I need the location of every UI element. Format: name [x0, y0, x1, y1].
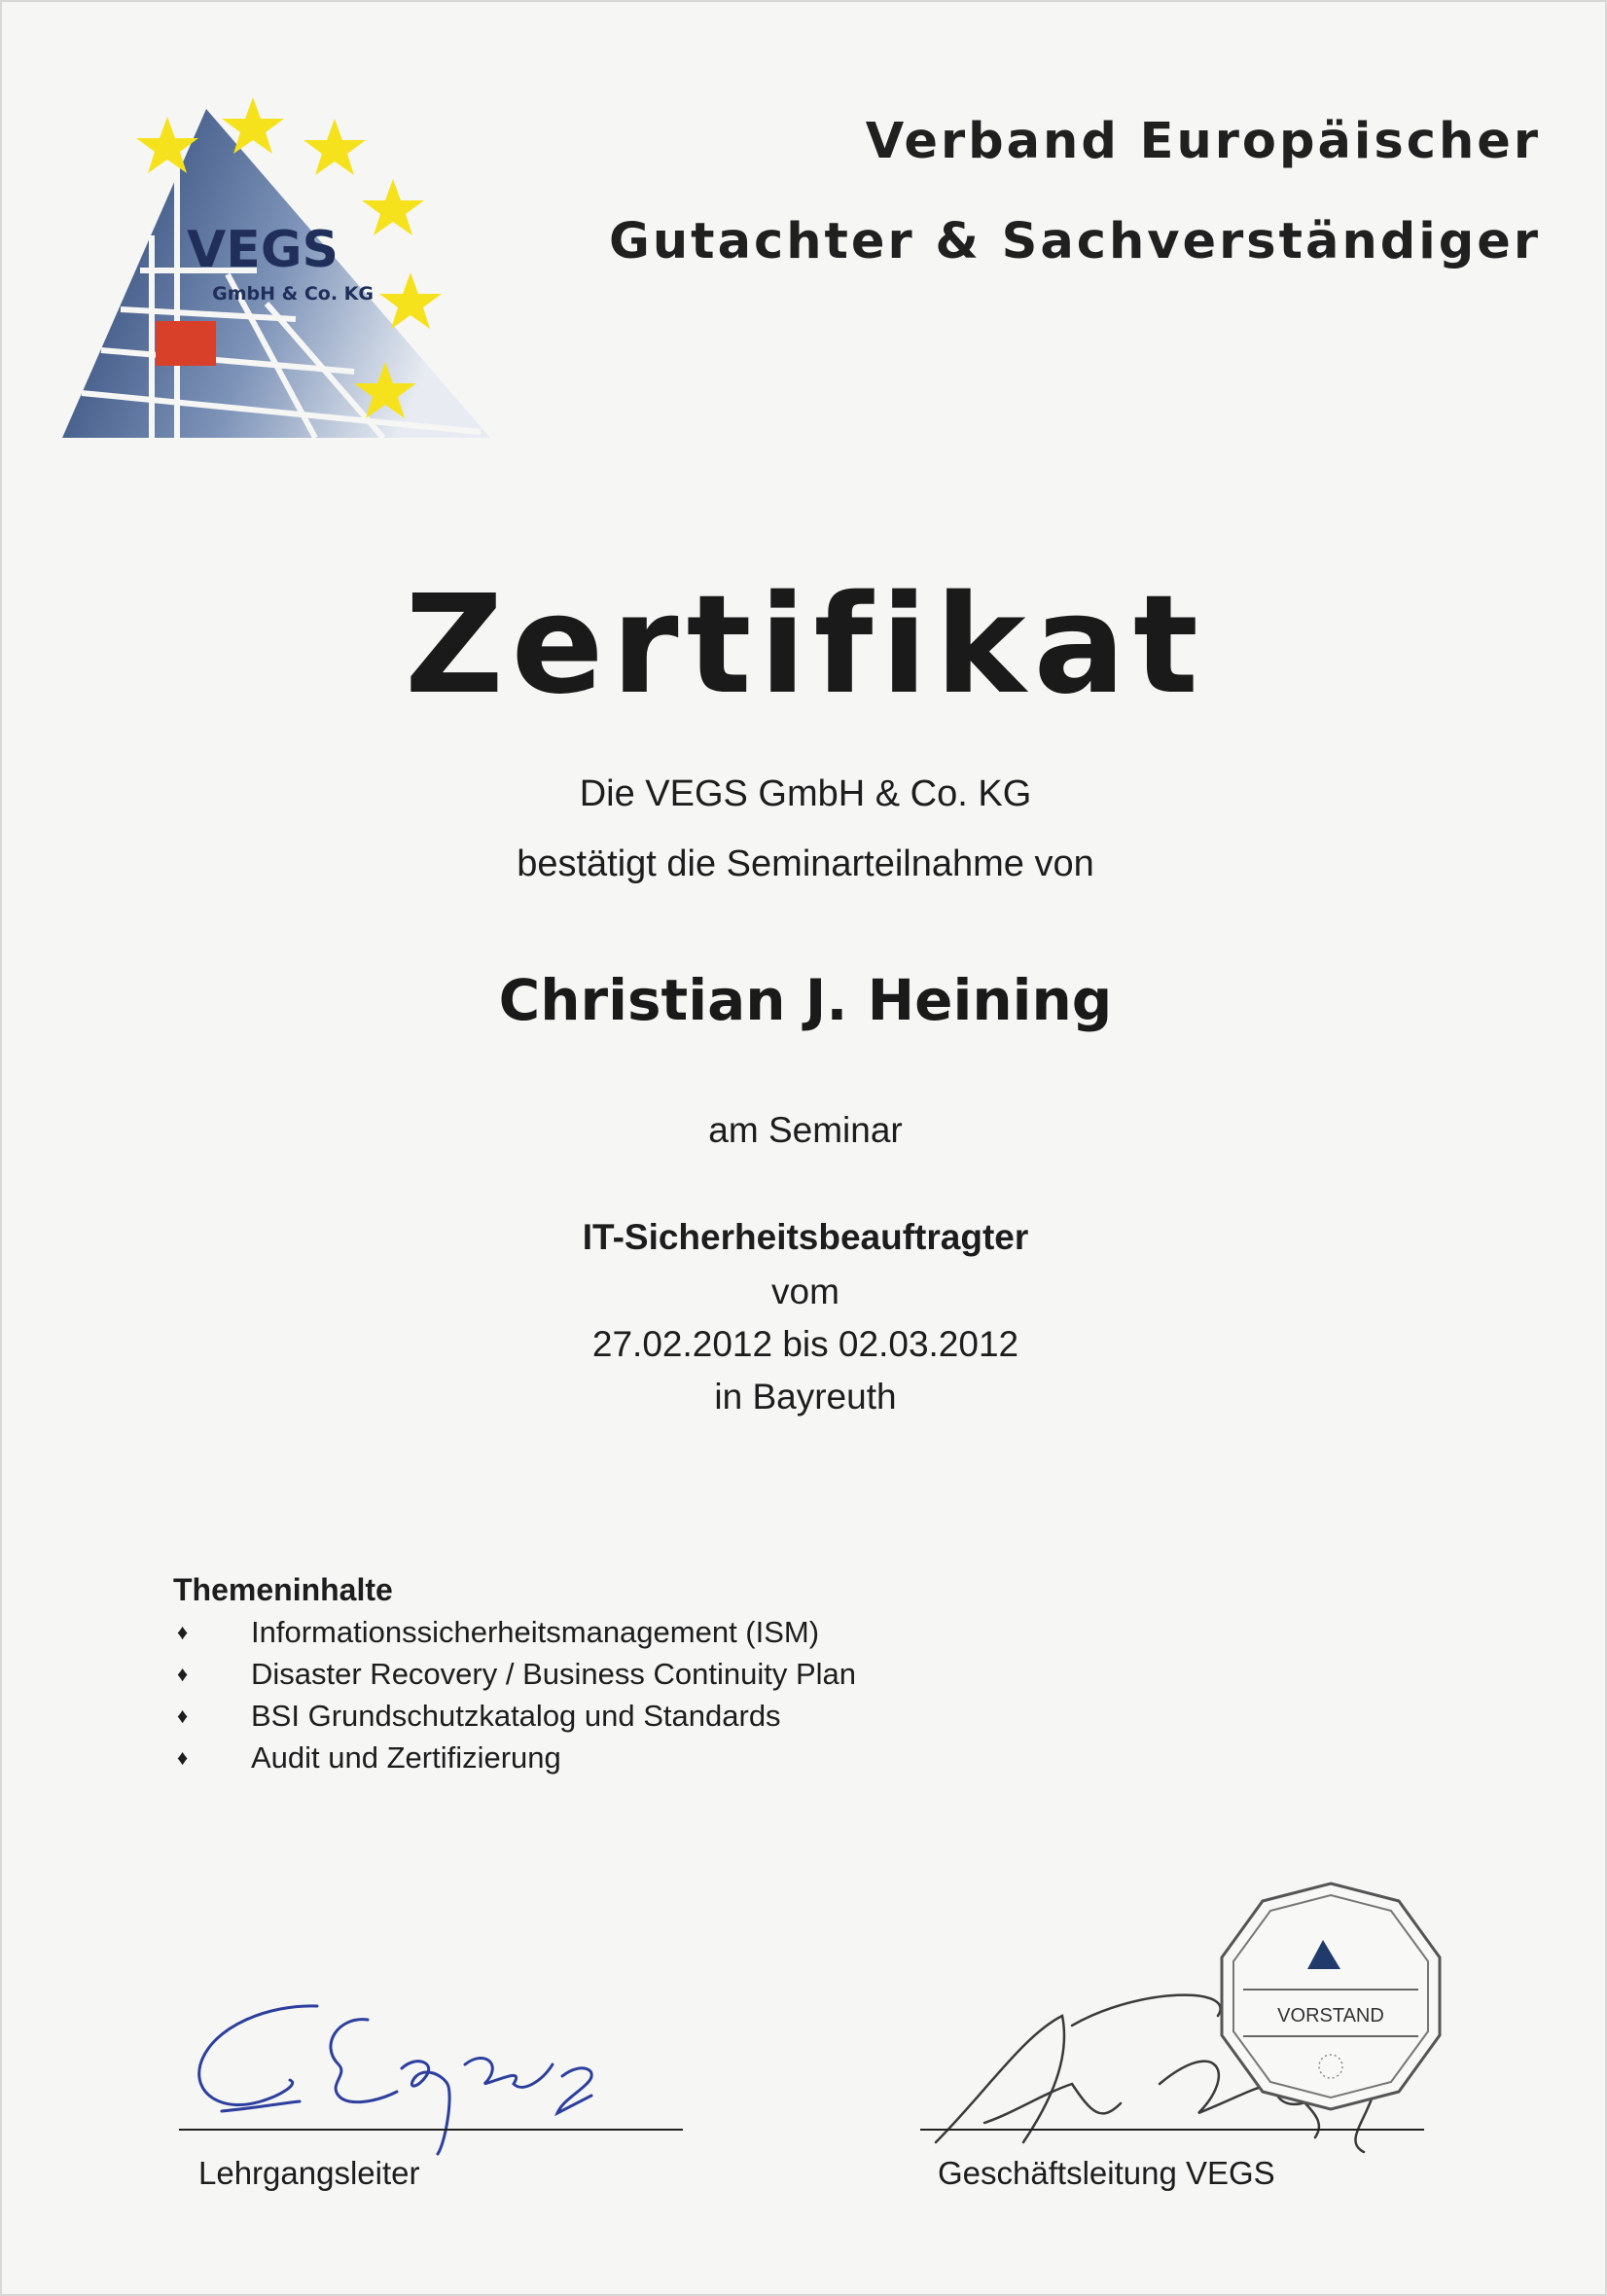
seminar-dates: 27.02.2012 bis 02.03.2012 [591, 1324, 1019, 1364]
list-item [173, 1611, 856, 1653]
seminar-location: in Bayreuth [714, 1377, 897, 1417]
left-signature-icon [193, 1987, 611, 2171]
topic-text: Audit und Zertifizierung [251, 1740, 561, 1775]
topic-text: Informationssicherheitsmanagement (ISM) [251, 1615, 820, 1649]
organisation-line-1: Verband Europäischer [865, 113, 1541, 170]
left-signature-label: Lehrgangsleiter [198, 2155, 420, 2191]
participant-name: Christian J. Heining [498, 967, 1113, 1033]
seal-label: VORSTAND [1277, 2005, 1384, 2027]
right-signature-line [920, 2129, 1424, 2131]
topic-text: Disaster Recovery / Business Continuity Plan [251, 1657, 856, 1691]
logo-subtitle: GmbH & Co. KG [212, 283, 374, 305]
issuer-line: Die VEGS GmbH & Co. KG [579, 773, 1032, 814]
certificate-title: Zertifikat [405, 566, 1206, 725]
list-item [173, 1737, 856, 1778]
seminar-title: IT-Sicherheitsbeauftragter [582, 1217, 1029, 1257]
topics-section [173, 1568, 856, 1778]
left-signature-line [179, 2129, 683, 2131]
vegs-logo [62, 80, 568, 449]
diamond-bullet-icon: ♦ [177, 1745, 189, 1770]
topics-heading: Themeninhalte [173, 1572, 393, 1607]
logo-brand: VEGS [187, 221, 339, 279]
seminar-intro: am Seminar [708, 1110, 903, 1150]
diamond-bullet-icon: ♦ [177, 1620, 189, 1644]
topics-list [173, 1611, 856, 1778]
organisation-line-2: Gutachter & Sachverständiger [609, 213, 1541, 270]
confirmation-line: bestätigt die Seminarteilnahme von [517, 843, 1094, 884]
list-item [173, 1695, 856, 1737]
organisation-name [609, 91, 1541, 292]
date-prefix: vom [771, 1272, 839, 1311]
diamond-bullet-icon: ♦ [177, 1662, 189, 1686]
diamond-bullet-icon: ♦ [177, 1704, 189, 1728]
vorstand-seal-icon [1214, 1880, 1447, 2113]
topic-text: BSI Grundschutzkatalog und Standards [251, 1699, 781, 1733]
right-signature-label: Geschäftsleitung VEGS [938, 2155, 1275, 2191]
list-item [173, 1653, 856, 1695]
